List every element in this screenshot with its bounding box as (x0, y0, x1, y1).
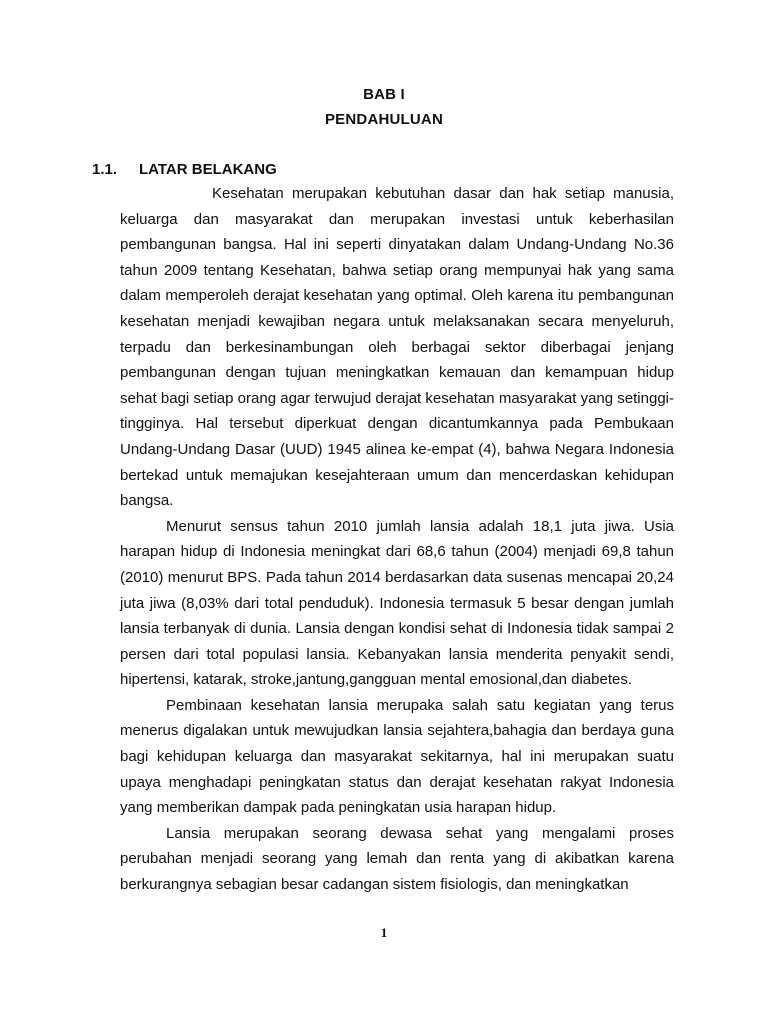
chapter-title: PENDAHULUAN (324, 111, 444, 128)
section-number: 1.1. (92, 161, 118, 178)
paragraph-1: Kesehatan merupakan kebutuhan dasar dan hak setiap manusia, keluarga dan masyarakat dan merupakan investasi untuk keberhasilan pembangunan bangsa. Hal ini seperti dinyatakan dalam Undang-Undang No.36 tahun 2009 tentang Kesehatan, bahwa setiap orang mempunyai hak yang sama dalam memperoleh derajat kesehatan yang optimal. Oleh karena itu pembangunan kesehatan menjadi kewajiban negara untuk melaksanakan secara menyeluruh, terpadu dan berkesinambungan oleh berbagai sektor diberbagai jenjang pembangunan dengan tujuan meningkatkan kemauan dan kemampuan hidup sehat bagi setiap orang agar terwujud derajat kesehatan masyarakat yang setinggi-tingginya. Hal tersebut diperkuat dengan dicantumkannya pada Pembukaan Undang-Undang Dasar (UUD) 1945 alinea ke-empat (4), bahwa Negara Indonesia bertekad untuk memajukan kesejahteraan umum dan mencerdaskan kehidupan bangsa. (120, 185, 674, 510)
page-number: 1 (380, 925, 388, 940)
paragraph-3: Pembinaan kesehatan lansia merupaka salah satu kegiatan yang terus menerus digalakan untuk mewujudkan lansia sejahtera,bahagia dan berdaya guna bagi kehidupan keluarga dan masyarakat sekitarnya, hal ini merupakan suatu upaya menghadapi peningkatan status dan derajat kesehatan rakyat Indonesia yang memberikan dampak pada peningkatan usia harapan hidup. (120, 696, 674, 817)
paragraph-2: Menurut sensus tahun 2010 jumlah lansia adalah 18,1 juta jiwa. Usia harapan hidup di Indonesia meningkat dari 68,6 tahun (2004) menjadi 69,8 tahun (2010) menurut BPS. Pada tahun 2014 berdasarkan data susenas mencapai 20,24 juta jiwa (8,03% dari total penduduk). Indonesia termasuk 5 besar dengan jumlah lansia terbanyak di dunia. Lansia dengan kondisi sehat di Indonesia tidak sampai 2 persen dari total populasi lansia. Kebanyakan lansia menderita penyakit sendi, hipertensi, katarak, stroke,jantung,gangguan mental emosional,dan diabetes. (120, 517, 674, 689)
body-text (120, 181, 674, 898)
paragraph-4: Lansia merupakan seorang dewasa sehat yang mengalami proses perubahan menjadi seorang yang lemah dan renta yang di akibatkan karena berkurangnya sebagian besar cadangan sistem fisiologis, dan meningkatkan (120, 824, 674, 894)
section-title: LATAR BELAKANG (139, 161, 277, 178)
section-heading (92, 161, 277, 178)
chapter-number: BAB I (363, 86, 405, 103)
